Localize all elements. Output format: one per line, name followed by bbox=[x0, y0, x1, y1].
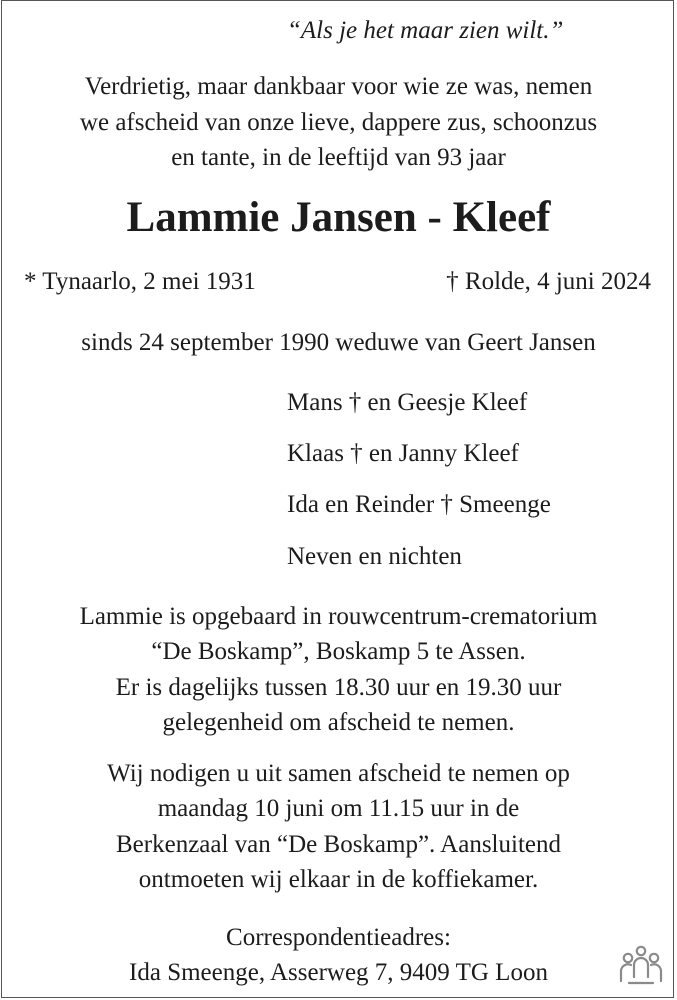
ceremony-line-4: ontmoeten wij elkaar in de koffiekamer. bbox=[138, 866, 539, 893]
widow-line: sinds 24 september 1990 weduwe van Geert Jansen bbox=[81, 329, 596, 356]
birth-date: * Tynaarlo, 2 mei 1931 bbox=[24, 268, 256, 295]
family-member: Neven en nichten bbox=[287, 543, 462, 570]
viewing-line-2: “De Boskamp”, Boskamp 5 te Assen. bbox=[151, 638, 526, 665]
viewing-line-3: Er is dagelijks tussen 18.30 uur en 19.30 uur bbox=[115, 674, 562, 701]
correspondence-label: Correspondentieadres: bbox=[226, 924, 451, 951]
motto: “Als je het maar zien wilt.” bbox=[287, 17, 564, 44]
ceremony-line-2: maandag 10 juni om 11.15 uur in de bbox=[157, 795, 520, 822]
correspondence-address: Ida Smeenge, Asserweg 7, 9409 TG Loon bbox=[129, 959, 548, 986]
ceremony-line-1: Wij nodigen u uit samen afscheid te nemen op bbox=[107, 760, 570, 787]
intro-line-3: en tante, in de leeftijd van 93 jaar bbox=[171, 144, 506, 171]
viewing-line-1: Lammie is opgebaard in rouwcentrum-crematorium bbox=[79, 603, 598, 630]
people-group-icon bbox=[619, 945, 663, 985]
family-member: Klaas † en Janny Kleef bbox=[287, 440, 519, 467]
deceased-name: Lammie Jansen - Kleef bbox=[126, 194, 551, 241]
family-member: Ida en Reinder † Smeenge bbox=[287, 491, 551, 518]
family-member: Mans † en Geesje Kleef bbox=[287, 389, 528, 416]
intro-line-2: we afscheid van onze lieve, dappere zus, schoonzus bbox=[79, 109, 598, 136]
intro-line-1: Verdrietig, maar dankbaar voor wie ze was, nemen bbox=[84, 73, 593, 100]
ceremony-line-3: Berkenzaal van “De Boskamp”. Aansluitend bbox=[116, 831, 561, 858]
death-date: † Rolde, 4 juni 2024 bbox=[446, 268, 651, 295]
viewing-line-4: gelegenheid om afscheid te nemen. bbox=[162, 709, 515, 736]
